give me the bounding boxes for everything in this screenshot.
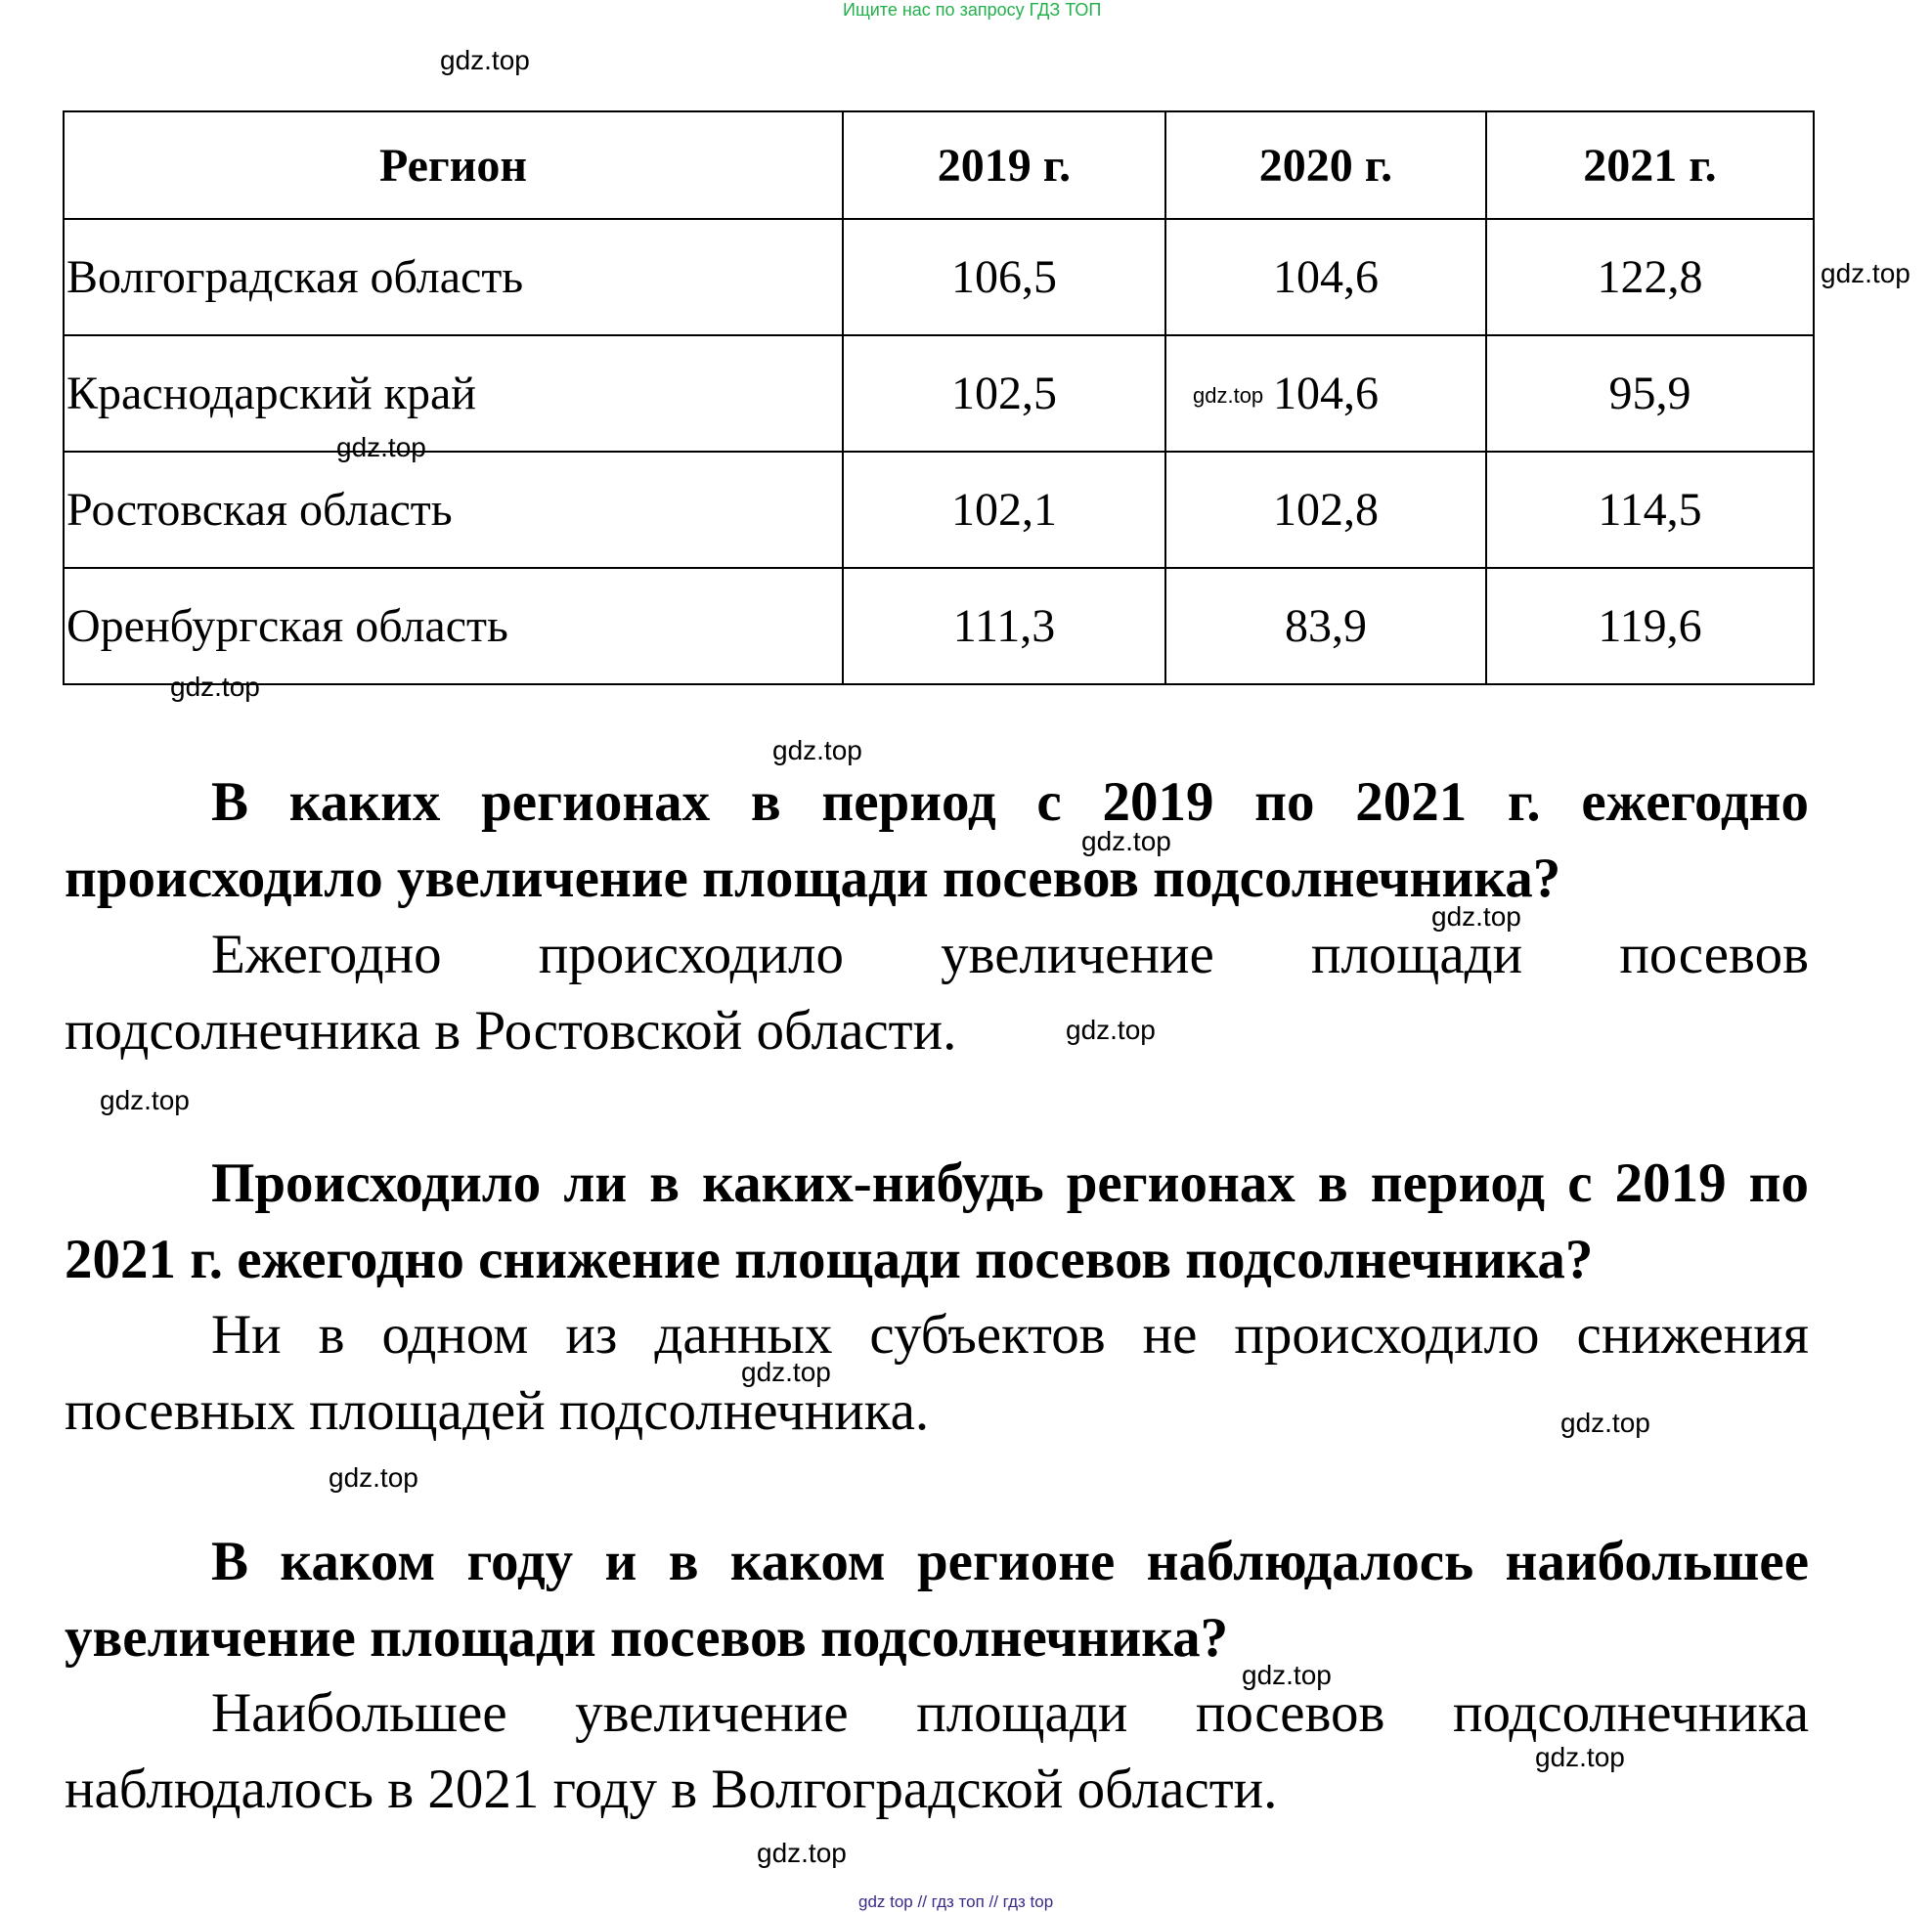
- value-cell: 83,9: [1165, 568, 1486, 684]
- column-header: 2019 г.: [843, 111, 1165, 219]
- header-note: Ищите нас по запросу ГДЗ ТОП: [843, 0, 1102, 20]
- watermark: gdz.top: [757, 1838, 847, 1868]
- watermark: gdz.top: [1560, 1408, 1650, 1438]
- watermark: gdz.top: [1821, 258, 1910, 288]
- question-3: В каком году и в каком регионе наблюдалось наибольшее увеличение площади посевов подсолнечника?: [65, 1531, 1809, 1669]
- value-cell: 111,3: [843, 568, 1165, 684]
- watermark: gdz.top: [772, 735, 862, 765]
- value-cell: 95,9: [1486, 335, 1814, 452]
- table-row: [64, 568, 1814, 684]
- question-1: В каких регионах в период с 2019 по 2021 г. ежегодно происходило увеличение площади посевов подсолнечника?: [65, 771, 1809, 909]
- value-cell: 104,6: [1165, 335, 1486, 452]
- watermark: gdz.top: [1535, 1742, 1625, 1772]
- watermark: gdz.top: [100, 1085, 190, 1115]
- value-cell: 104,6: [1165, 219, 1486, 335]
- watermark: gdz.top: [1066, 1015, 1156, 1045]
- value-cell: 102,5: [843, 335, 1165, 452]
- watermark: gdz.top: [1193, 383, 1264, 408]
- value-cell: 114,5: [1486, 452, 1814, 568]
- table-row: [64, 219, 1814, 335]
- watermark: gdz.top: [336, 432, 426, 462]
- value-cell: 102,1: [843, 452, 1165, 568]
- watermark: gdz.top: [1081, 826, 1171, 856]
- value-cell: 119,6: [1486, 568, 1814, 684]
- column-header: Регион: [64, 111, 843, 219]
- answer-1: Ежегодно происходило увеличение площади посевов подсолнечника в Ростовской области.: [65, 924, 1809, 1062]
- region-cell: Краснодарский край: [64, 335, 843, 452]
- region-cell: Ростовская область: [64, 452, 843, 568]
- watermark: gdz.top: [170, 672, 260, 702]
- watermark: gdz.top: [329, 1462, 418, 1493]
- watermark: gdz.top: [1431, 901, 1521, 932]
- table-row: [64, 452, 1814, 568]
- answer-3: Наибольшее увеличение площади посевов подсолнечника наблюдалось в 2021 году в Волгоградской области.: [65, 1682, 1809, 1820]
- region-cell: Волгоградская область: [64, 219, 843, 335]
- data-table: [63, 110, 1815, 685]
- value-cell: 102,8: [1165, 452, 1486, 568]
- value-cell: 106,5: [843, 219, 1165, 335]
- region-cell: Оренбургская область: [64, 568, 843, 684]
- footer-note: gdz top // гдз топ // гдз top: [858, 1892, 1054, 1911]
- table-header-row: [64, 111, 1814, 219]
- watermark: gdz.top: [741, 1357, 831, 1387]
- column-header: 2021 г.: [1486, 111, 1814, 219]
- answer-2: Ни в одном из данных субъектов не происходило снижения посевных площадей подсолнечника.: [65, 1304, 1809, 1442]
- column-header: 2020 г.: [1165, 111, 1486, 219]
- question-2: Происходило ли в каких-нибудь регионах в период с 2019 по 2021 г. ежегодно снижение площади посевов подсолнечника?: [65, 1152, 1809, 1290]
- watermark: gdz.top: [440, 45, 530, 75]
- watermark: gdz.top: [1242, 1660, 1332, 1690]
- table-row: [64, 335, 1814, 452]
- value-cell: 122,8: [1486, 219, 1814, 335]
